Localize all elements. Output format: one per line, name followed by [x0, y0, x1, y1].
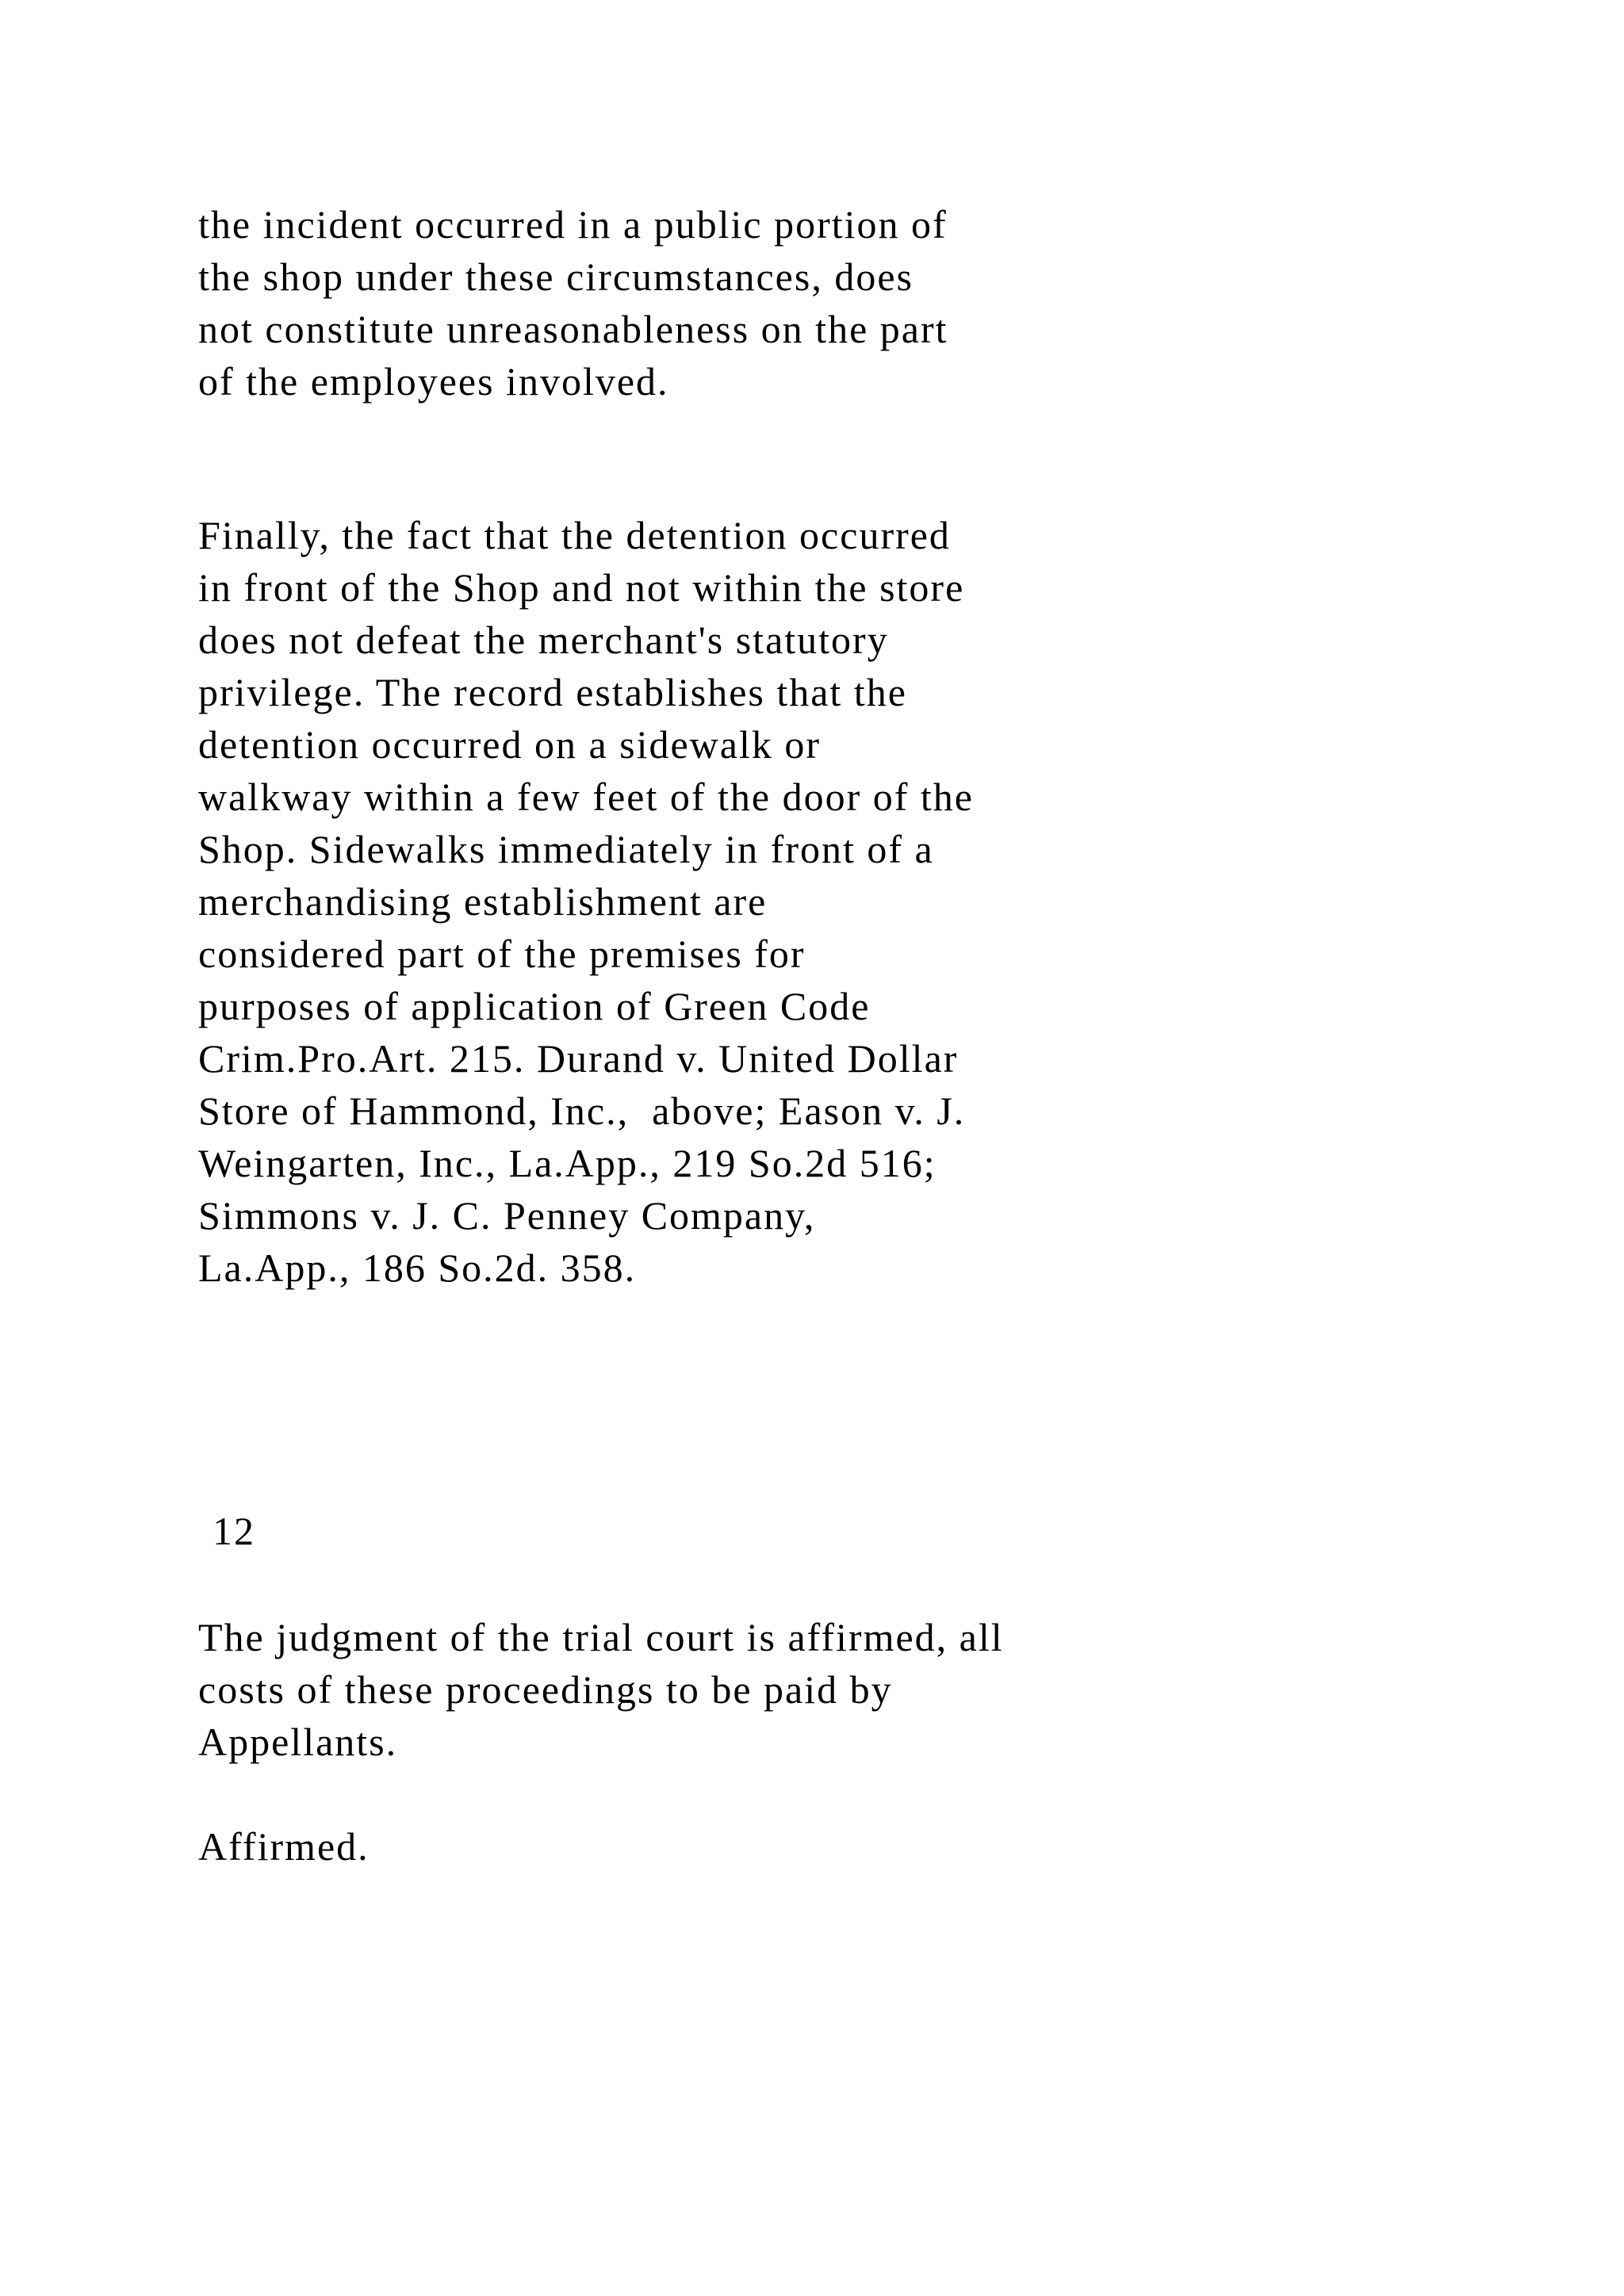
paragraph-affirmed	[198, 1820, 1229, 1873]
text-line: walkway within a few feet of the door of the	[198, 775, 974, 819]
text-line: of the employees involved.	[198, 359, 669, 404]
paragraph-detention-location	[198, 509, 1229, 1294]
text-line: purposes of application of Green Code	[198, 984, 871, 1028]
text-line: not constitute unreasonableness on the part	[198, 307, 948, 351]
text-line: merchandising establishment are	[198, 879, 768, 924]
text-line: costs of these proceedings to be paid by	[198, 1667, 893, 1712]
text-line: Affirmed.	[198, 1824, 370, 1869]
text-line: Finally, the fact that the detention occurred	[198, 513, 951, 557]
text-line: Shop. Sidewalks immediately in front of a	[198, 827, 934, 871]
text-line: Store of Hammond, Inc., above; Eason v. J.	[198, 1089, 966, 1133]
text-line: The judgment of the trial court is affirmed, all	[198, 1615, 1004, 1659]
text-line: detention occurred on a sidewalk or	[198, 722, 822, 767]
text-line: La.App., 186 So.2d. 358.	[198, 1246, 637, 1290]
paragraph-reasonableness	[198, 198, 1229, 408]
text-line: privilege. The record establishes that the	[198, 670, 907, 714]
text-line: considered part of the premises for	[198, 932, 806, 976]
text-line: the shop under these circumstances, does	[198, 254, 914, 299]
text-line: the incident occurred in a public portion of	[198, 202, 948, 247]
page-number: 12	[213, 1509, 255, 1553]
text-line: in front of the Shop and not within the store	[198, 565, 965, 610]
text-line: Simmons v. J. C. Penney Company,	[198, 1193, 816, 1238]
text-line: Weingarten, Inc., La.App., 219 So.2d 516;	[198, 1141, 936, 1185]
text-line: does not defeat the merchant's statutory	[198, 618, 889, 662]
text-line: Crim.Pro.Art. 215. Durand v. United Dollar	[198, 1036, 959, 1081]
paragraph-judgment	[198, 1611, 1229, 1768]
text-line: Appellants.	[198, 1720, 398, 1764]
